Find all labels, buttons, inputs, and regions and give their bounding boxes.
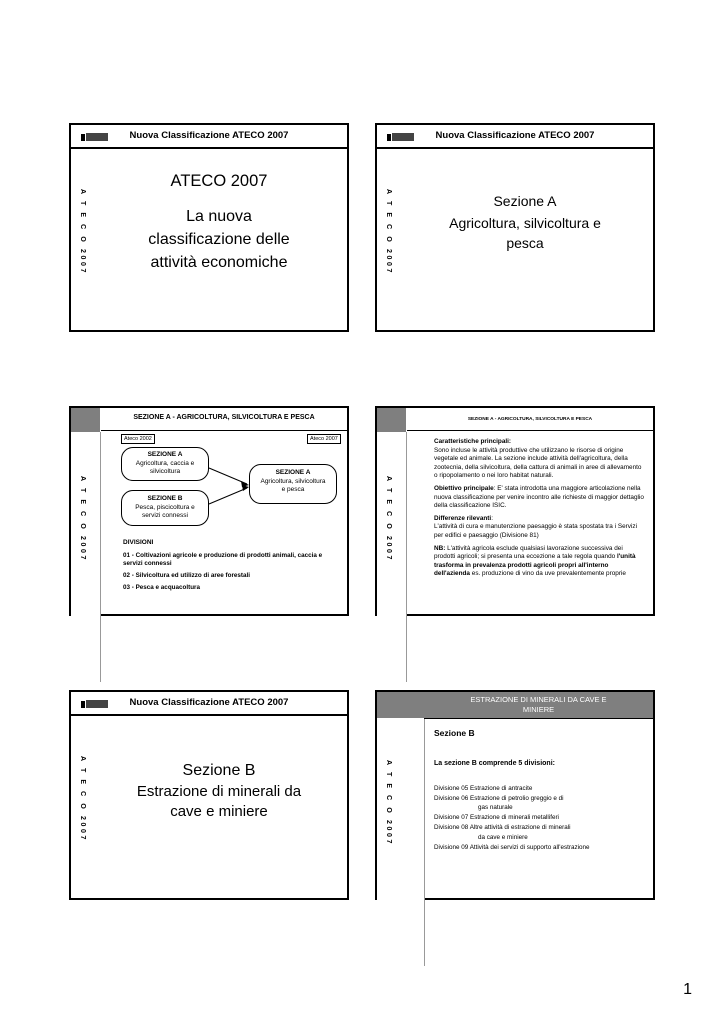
slide-sezione-b-divisions [375,690,655,900]
slide-sezione-a-details [375,406,655,616]
slide-header [377,125,653,149]
slide-title: Sezione B [182,762,256,779]
side-label: A T E C O 2007 [385,760,392,846]
box-sezione-a-2007: SEZIONE A Agricoltura, silvicoltura e pesca [249,464,337,504]
list-item: gas naturale [478,804,513,811]
slide-sezione-b [69,690,349,900]
side-label: A T E C O 2007 [385,189,392,275]
divisions-list [123,552,339,592]
tag-ateco-2002: Ateco 2002 [121,434,155,444]
p2: Obiettivo principale: E' stata introdotta una maggiore articolazione nella nuova classificazione per venire incontro alle richieste di maggior dettaglio della classificazione ISIC. [434,484,644,510]
list-item: Divisione 08 Altre attività di estrazione di minerali [434,824,571,831]
p1-title: Caratteristiche principali: [434,438,512,445]
list-item: 02 - Silvicoltura ed utilizzo di aree forestali [123,572,251,579]
tag-ateco-2007: Ateco 2007 [307,434,341,444]
side-label: A T E C O 2007 [79,756,86,842]
slide-header-title: Nuova Classificazione ATECO 2007 [129,130,289,141]
slide-header-title: SEZIONE A - AGRICOLTURA, SILVICOLTURA E PESCA [133,414,315,421]
side-label: A T E C O 2007 [79,476,86,562]
slide-title: Sezione A [493,193,557,209]
slide-subtitle: Agricoltura, silvicoltura e pesca [449,215,601,251]
list-item: Divisione 06 Estrazione di petrolio greggio e di [434,795,564,802]
slide-header-title: ESTRAZIONE DI MINERALI DA CAVE E MINIERE [470,695,607,714]
p1-text: Sono incluse le attività produttive che utilizzano le risorse di origine vegetale ed animale. La sezione include attività dell'agricoltura, della zootecnia, della silvicoltura, della cattura di animali in aree di allevamento o ripopolamento o nei loro habitat naturali. [434,446,642,480]
slide-sezione-a [375,123,655,332]
list-item: Divisione 07 Estrazione di minerali metalliferi [434,814,559,821]
box-sezione-a-2002: SEZIONE A Agricoltura, caccia e silvicoltura [121,447,209,481]
list-item: da cave e miniere [478,834,528,841]
slide-header-title: Nuova Classificazione ATECO 2007 [129,697,289,708]
slide-header-title: SEZIONE A - AGRICOLTURA, SILVICOLTURA E PESCA [467,417,593,422]
box-sezione-b-2002: SEZIONE B Pesca, piscicoltura e servizi connessi [121,490,209,526]
slide-header [71,692,347,716]
slide-header-title: Nuova Classificazione ATECO 2007 [435,130,595,141]
list-item: Divisione 05 Estrazione di antracite [434,785,533,792]
slide-sezione-a-diagram [69,406,349,616]
section-intro: La sezione B comprende 5 divisioni: [434,760,555,767]
list-item: Divisione 09 Attività dei servizi di supporto all'estrazione [434,844,590,851]
slide-subtitle: La nuova classificazione delle attività economiche [148,208,290,271]
section-title: Sezione B [434,728,475,738]
list-item: 03 - Pesca e acquacoltura [123,584,201,591]
p3-title: Differenze rilevanti: [434,514,493,522]
p4: NB: L'attività agricola esclude qualsiasi lavorazione successiva dei prodotti agricoli; si presenta una eccezione a tale regola quando l'unità trasforma in prevalenza prodotti agricoli propri all'interno dell'azienda es. produzione di vino da uve prevalentemente proprie [434,544,636,578]
side-label: A T E C O 2007 [385,476,392,562]
slide-header [71,125,347,149]
side-label: A T E C O 2007 [79,189,86,275]
slide-title: ATECO 2007 [170,172,268,190]
slide-ateco-2007 [69,123,349,332]
slide-body [434,438,645,579]
p3-text: L'attività di cura e manutenzione paesaggio è stata spostata tra i Servizi per edifici e paesaggio (Divisione 81) [434,523,637,539]
slide-subtitle: Estrazione di minerali da cave e miniere [136,783,302,820]
divisions-title: DIVISIONI [123,539,154,546]
list-item: 01 - Coltivazioni agricole e produzione di prodotti animali, caccia e servizi connessi [123,552,323,567]
page-number: 1 [683,981,692,998]
slide-header [424,692,653,719]
slide-header [407,408,653,431]
